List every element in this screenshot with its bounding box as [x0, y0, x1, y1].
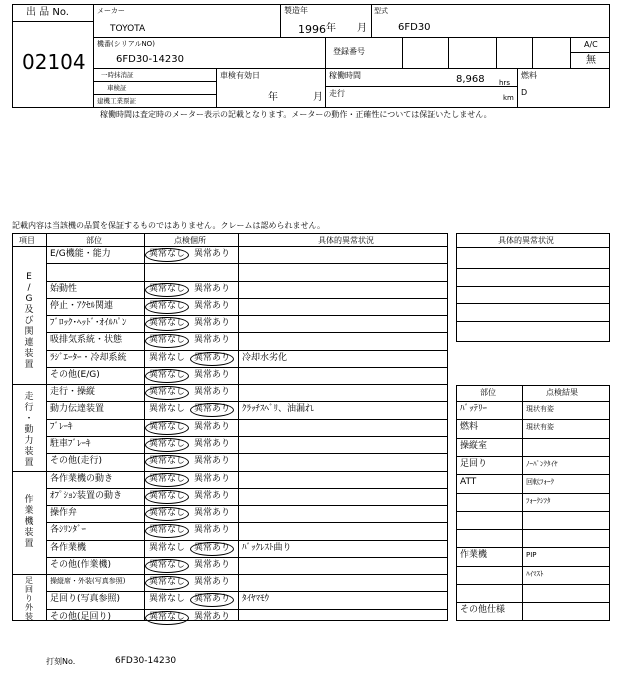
row-divider	[456, 474, 610, 475]
part-label: 駐車ﾌﾞﾚｰｷ	[50, 439, 91, 449]
part-label: 操作弁	[50, 508, 78, 518]
row-divider	[456, 419, 610, 420]
row-divider	[456, 566, 610, 567]
selected-circle	[145, 317, 189, 331]
item-no-label: 出 品 No.	[26, 7, 69, 18]
abnormal-option: 異常あり	[194, 353, 231, 363]
normal-option: 異常なし	[149, 318, 186, 328]
part-label: 走行・操縦	[50, 387, 96, 397]
header-check: 点検個所	[174, 236, 206, 245]
result-header: 点検結果	[546, 388, 578, 397]
result-value: 現状有姿	[526, 405, 554, 413]
abnormal-option: 異常あり	[194, 370, 231, 380]
abnormal-option: 異常あり	[194, 456, 231, 466]
normal-option: 異常なし	[149, 456, 186, 466]
divider	[46, 233, 47, 621]
divider	[325, 86, 517, 87]
normal-option: 異常なし	[149, 439, 186, 449]
item-no: 02104	[22, 50, 86, 74]
row-divider	[46, 609, 448, 610]
divider	[12, 21, 93, 22]
header-detail: 具体的異常状況	[318, 236, 374, 245]
divider	[522, 385, 523, 621]
row-divider	[46, 522, 448, 523]
normal-option: 異常なし	[149, 594, 186, 604]
row-divider	[46, 281, 448, 282]
row-divider	[12, 574, 448, 575]
result-part: 操縦室	[460, 441, 488, 451]
part-label: 足回り(写真参照)	[50, 594, 121, 604]
selected-circle	[145, 386, 189, 400]
part-label: 各ｼﾘﾝﾀﾞｰ	[50, 525, 87, 535]
row-divider	[456, 602, 610, 603]
result-part-header: 部位	[480, 388, 496, 397]
divider	[402, 37, 403, 68]
normal-option: 異常なし	[149, 491, 186, 501]
row-divider	[456, 321, 610, 322]
abnormal-option: 異常あり	[194, 543, 231, 553]
abnormal-option: 異常あり	[194, 594, 231, 604]
part-label: 吸排気系統・状態	[50, 335, 123, 345]
maker-value: TOYOTA	[110, 24, 146, 34]
divider	[93, 94, 216, 95]
ac-value: 無	[586, 55, 596, 66]
divider	[93, 81, 216, 82]
divider	[448, 37, 449, 68]
selected-circle	[190, 352, 234, 366]
row-divider	[46, 298, 448, 299]
divider	[280, 4, 281, 37]
fuel-value: D	[521, 88, 528, 97]
result-part: 燃料	[460, 422, 479, 432]
part-label: その他(E/G)	[50, 370, 100, 380]
abnormal-option: 異常あり	[194, 404, 231, 414]
row-divider	[456, 438, 610, 439]
right-top-header: 具体的異常状況	[498, 236, 554, 245]
month-unit: 月	[357, 23, 367, 34]
result-part: その他仕様	[460, 605, 506, 615]
part-label: ﾌﾞﾚｰｷ	[50, 422, 73, 432]
part-label: ﾗｼﾞｴｰﾀｰ・冷却系統	[50, 353, 127, 363]
normal-option: 異常なし	[149, 387, 186, 397]
hours-label: 稼働時間	[329, 71, 361, 80]
row-divider	[456, 584, 610, 585]
inspect-month-unit: 月	[313, 92, 323, 103]
abnormal-option: 異常あり	[194, 474, 231, 484]
part-label: E/G機能・能力	[50, 249, 111, 259]
abnormal-option: 異常あり	[194, 318, 231, 328]
normal-option: 異常なし	[149, 560, 186, 570]
row-divider	[46, 505, 448, 506]
inspect-valid-label: 車検有効日	[220, 71, 260, 80]
divider	[238, 233, 239, 621]
normal-option: 異常なし	[149, 301, 186, 311]
result-part: 作業機	[460, 550, 488, 560]
row-divider	[46, 540, 448, 541]
row-divider	[456, 286, 610, 287]
model-value: 6FD30	[398, 22, 431, 33]
abnormal-option: 異常あり	[194, 387, 231, 397]
inspect-year-unit: 年	[268, 92, 278, 103]
ac-label: A/C	[584, 40, 598, 49]
result-value: ﾉｰﾊﾟﾝｸﾀｲﾔ	[526, 460, 558, 468]
selected-circle	[190, 403, 234, 417]
result-value: ﾊｲﾏｽﾄ	[526, 570, 544, 578]
normal-option: 異常なし	[149, 284, 186, 294]
header-part: 部位	[86, 236, 102, 245]
normal-option: 異常なし	[149, 543, 186, 553]
hours-value: 8,968	[456, 74, 485, 85]
row-divider	[46, 488, 448, 489]
normal-option: 異常なし	[149, 474, 186, 484]
normal-option: 異常なし	[149, 422, 186, 432]
part-label: その他(走行)	[50, 456, 103, 466]
selected-circle	[145, 559, 189, 573]
stamp-value: 6FD30-14230	[115, 656, 177, 666]
group-travel-label: 走 行 ・ 動 力 装 置	[24, 392, 34, 468]
selected-circle	[145, 334, 189, 348]
selected-circle	[145, 369, 189, 383]
model-label: 型式	[374, 7, 388, 15]
result-value: ﾌｫｰｸｼﾌﾀ	[526, 497, 551, 505]
row-divider	[46, 367, 448, 368]
detail-table	[456, 233, 610, 342]
abnormal-option: 異常あり	[194, 422, 231, 432]
divider	[216, 68, 217, 108]
selected-circle	[145, 283, 189, 297]
abnormal-option: 異常あり	[194, 439, 231, 449]
abnormal-option: 異常あり	[194, 577, 231, 587]
result-part: 足回り	[460, 459, 488, 469]
selected-circle	[145, 507, 189, 521]
part-label: 始動性	[50, 284, 78, 294]
abnormal-option: 異常あり	[194, 301, 231, 311]
divider	[496, 37, 497, 68]
serial-value: 6FD30-14230	[116, 54, 184, 65]
row-divider	[12, 384, 448, 385]
selected-circle	[145, 300, 189, 314]
part-label: ﾌﾞﾛｯｸ･ﾍｯﾄﾞ･ｵｲﾙﾊﾟﾝ	[50, 318, 127, 328]
divider	[325, 37, 326, 108]
result-value: PIP	[526, 551, 537, 559]
row-divider	[46, 557, 448, 558]
normal-option: 異常なし	[149, 370, 186, 380]
divider	[517, 68, 518, 108]
row-divider	[46, 263, 448, 264]
result-value: 回転ﾌｫｰｸ	[526, 478, 554, 486]
row-divider	[456, 511, 610, 512]
detail-text: ﾊﾞｯｸﾚｽﾄ曲り	[242, 543, 292, 553]
divider	[371, 4, 372, 37]
hours-note: 稼働時間は査定時のメーター表示の記載となります。メーターの動作・正確性については保証いたしません。	[100, 110, 492, 119]
row-divider	[46, 436, 448, 437]
abnormal-option: 異常あり	[194, 612, 231, 622]
group-eg-label: E / G 及 び 関 連 装 置	[24, 272, 34, 370]
travel-label: 走行	[329, 89, 345, 98]
abnormal-option: 異常あり	[194, 249, 231, 259]
selected-circle	[145, 524, 189, 538]
normal-option: 異常なし	[149, 508, 186, 518]
detail-text: 冷却水劣化	[242, 353, 288, 363]
part-label: 停止・ｱｸｾﾙ関連	[50, 301, 114, 311]
part-label: その他(足回り)	[50, 612, 112, 622]
divider	[532, 37, 533, 68]
part-label: その他(作業機)	[50, 560, 112, 570]
row-divider	[46, 419, 448, 420]
row-divider	[456, 547, 610, 548]
machine-test-label: 建機工業票証	[97, 97, 136, 105]
normal-option: 異常なし	[149, 577, 186, 587]
result-part: ﾊﾞｯﾃﾘｰ	[460, 404, 488, 414]
abnormal-option: 異常あり	[194, 560, 231, 570]
divider	[93, 68, 610, 69]
abnormal-option: 異常あり	[194, 508, 231, 518]
year-value: 1996	[298, 23, 326, 36]
result-value: 現状有姿	[526, 423, 554, 431]
divider	[93, 4, 94, 108]
part-label: 動力伝達装置	[50, 404, 105, 414]
km-unit: km	[503, 94, 514, 102]
row-divider	[456, 303, 610, 304]
normal-option: 異常なし	[149, 525, 186, 535]
part-label: 操縦席・外装(写真参照)	[50, 577, 126, 585]
row-divider	[46, 350, 448, 351]
row-divider	[456, 401, 610, 402]
selected-circle	[145, 611, 189, 625]
group-feet-label: 足 回 り 外 装	[25, 576, 33, 621]
normal-option: 異常なし	[149, 353, 186, 363]
selected-circle	[145, 455, 189, 469]
selected-circle	[190, 593, 234, 607]
hours-unit: hrs	[499, 79, 510, 87]
row-divider	[46, 332, 448, 333]
selected-circle	[145, 576, 189, 590]
part-label: 各作業機	[50, 543, 87, 553]
selected-circle	[145, 248, 189, 262]
normal-option: 異常なし	[149, 335, 186, 345]
result-part: ATT	[460, 477, 477, 487]
detail-text: ｸﾗｯﾁｽﾍﾞﾘ、油漏れ	[242, 404, 315, 414]
stamp-label: 打刻No.	[46, 657, 76, 666]
normal-option: 異常なし	[149, 249, 186, 259]
row-divider	[456, 493, 610, 494]
row-divider	[12, 471, 448, 472]
row-divider	[456, 247, 610, 248]
part-label: 各作業機の動き	[50, 474, 114, 484]
row-divider	[456, 529, 610, 530]
row-divider	[456, 456, 610, 457]
year-unit: 年	[326, 23, 336, 34]
selected-circle	[145, 438, 189, 452]
abnormal-option: 異常あり	[194, 284, 231, 294]
disclaimer: 記載内容は当該機の品質を保証するものではありません。クレームは認められません。	[12, 221, 325, 230]
part-label: ｵﾌﾟｼｮﾝ装置の動き	[50, 491, 123, 501]
serial-label: 機番(シリアルNO)	[97, 40, 155, 48]
registration-label: 登録番号	[333, 47, 365, 56]
abnormal-option: 異常あり	[194, 525, 231, 535]
row-divider	[46, 315, 448, 316]
row-divider	[456, 268, 610, 269]
row-divider	[46, 591, 448, 592]
maker-label: メーカー	[97, 7, 125, 15]
row-divider	[46, 401, 448, 402]
row-divider	[12, 246, 448, 247]
normal-option: 異常なし	[149, 404, 186, 414]
divider	[570, 52, 610, 53]
detail-text: ﾀｲﾔﾏﾓｳ	[242, 594, 270, 604]
temp-pass-label: 一時抹消証	[101, 71, 134, 79]
selected-circle	[190, 542, 234, 556]
selected-circle	[145, 490, 189, 504]
header-item: 項目	[19, 236, 35, 245]
vehicle-cert-label: 車検証	[107, 84, 127, 92]
normal-option: 異常なし	[149, 612, 186, 622]
group-work-label: 作 業 機 装 置	[24, 495, 34, 549]
selected-circle	[145, 421, 189, 435]
year-label: 製造年	[284, 6, 308, 15]
row-divider	[46, 453, 448, 454]
fuel-label: 燃料	[521, 71, 537, 80]
selected-circle	[145, 473, 189, 487]
abnormal-option: 異常あり	[194, 335, 231, 345]
abnormal-option: 異常あり	[194, 491, 231, 501]
